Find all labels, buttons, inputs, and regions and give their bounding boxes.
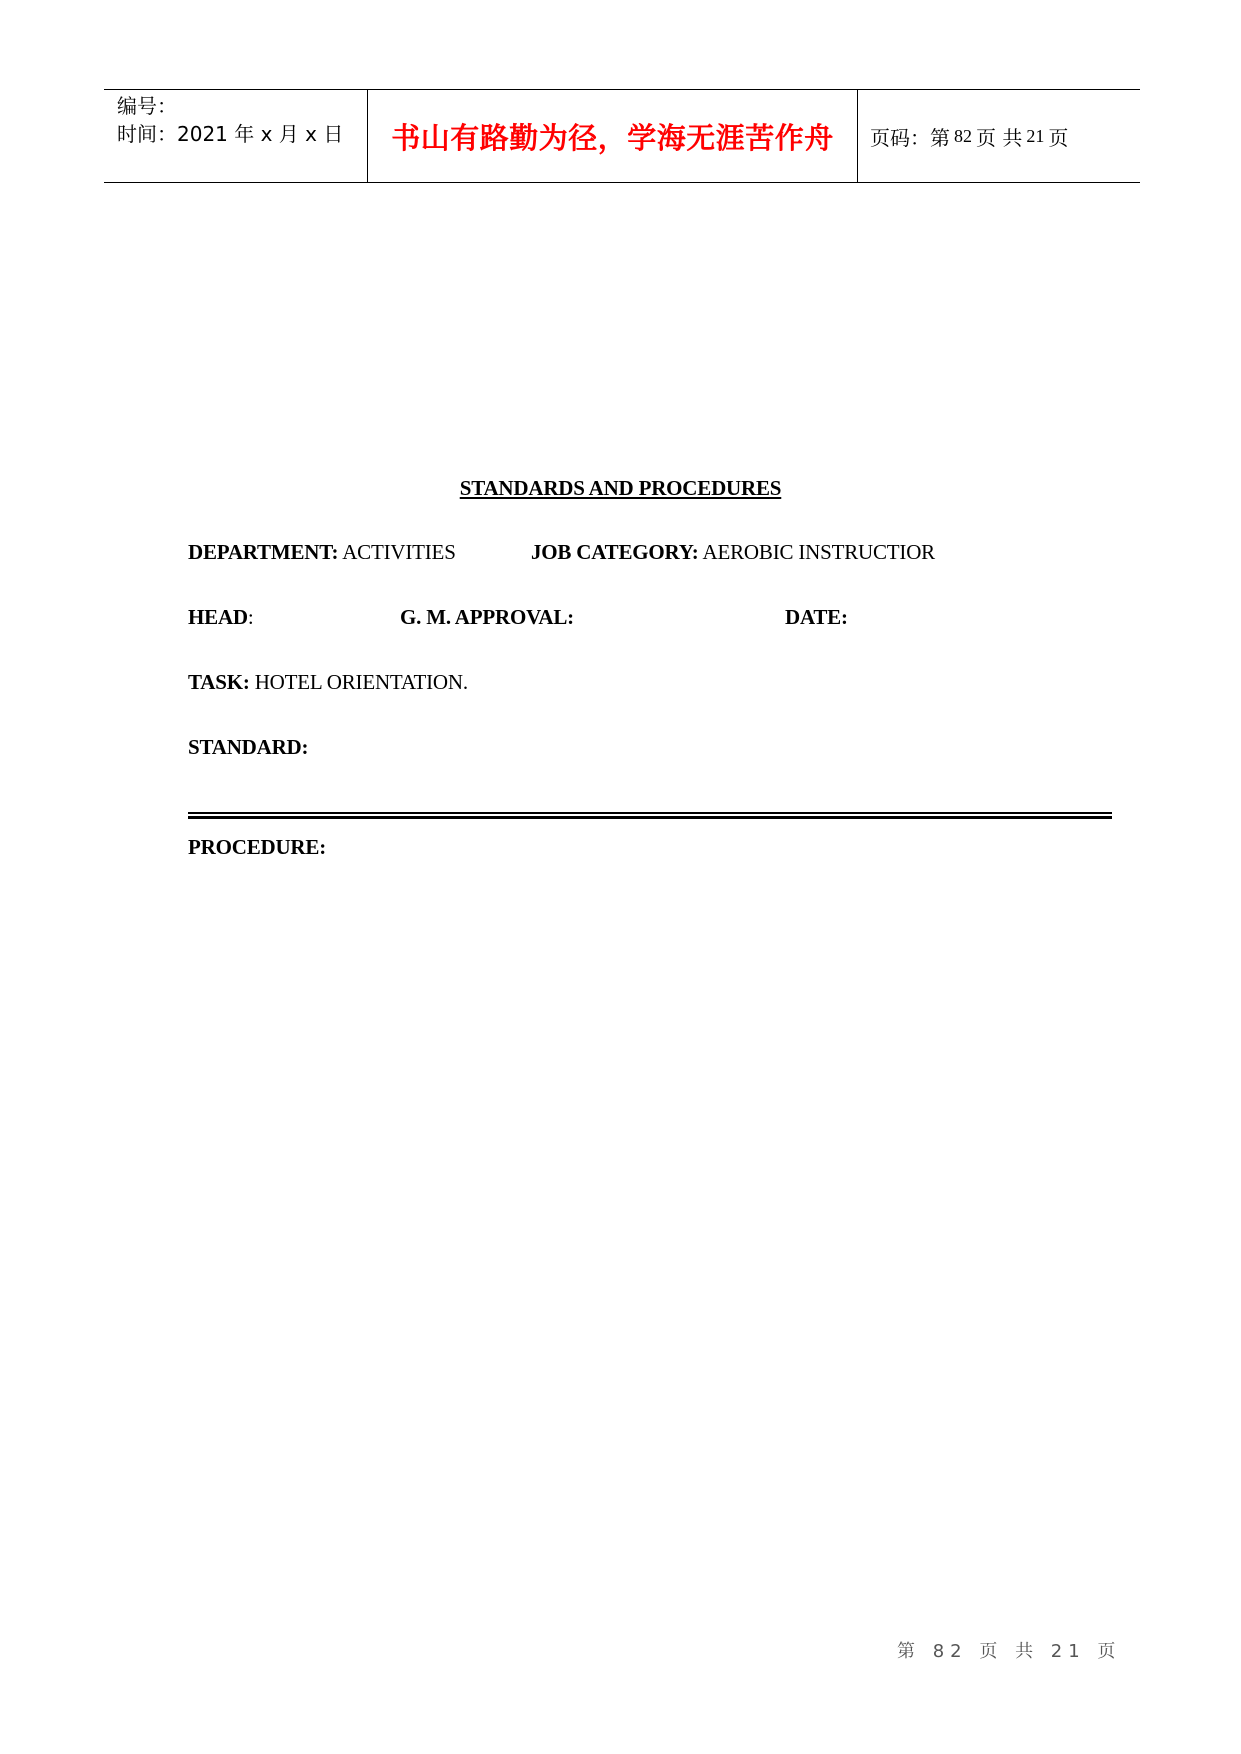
page-mid: 页 共 (976, 125, 1023, 150)
department-value: ACTIVITIES (342, 540, 456, 564)
document-title: STANDARDS AND PROCEDURES (459, 476, 782, 500)
task-label: TASK: (188, 670, 250, 694)
job-category-label: JOB CATEGORY: (531, 540, 699, 564)
task-field (188, 670, 468, 695)
page-current: 82 (954, 125, 972, 146)
standard-label: STANDARD: (188, 735, 309, 759)
job-category-field (531, 540, 935, 565)
page-footer: 第 82 页 共 21 页 (897, 1641, 1122, 1662)
head-label: HEAD (188, 605, 248, 629)
procedure-field (188, 835, 326, 860)
header-meta-cell (104, 90, 368, 182)
gm-approval-label: G. M. APPROVAL: (400, 605, 574, 629)
head-field (188, 605, 254, 630)
date-label: 时间：2021 年 x 月 x 日 (117, 122, 344, 146)
date-field (785, 605, 848, 630)
page-total: 21 (1026, 125, 1045, 146)
page-suffix: 页 (1048, 125, 1069, 150)
date-field-label: DATE: (785, 605, 848, 629)
section-divider (188, 812, 1112, 819)
job-category-value: AEROBIC INSTRUCTIOR (702, 540, 935, 564)
motto-text: 书山有路勤为径，学海无涯苦作舟 (391, 120, 834, 155)
header-page-cell (858, 90, 1140, 182)
standard-field (188, 735, 308, 760)
page-prefix: 页码：第 (870, 125, 950, 150)
head-colon: : (247, 605, 254, 629)
department-field (188, 540, 456, 565)
document-header (104, 89, 1140, 183)
header-motto-cell (368, 90, 858, 182)
task-value: HOTEL ORIENTATION. (254, 670, 468, 694)
serial-number-label: 编号： (117, 94, 177, 118)
procedure-label: PROCEDURE: (188, 835, 326, 859)
department-label: DEPARTMENT: (188, 540, 339, 564)
gm-approval-field (400, 605, 574, 630)
